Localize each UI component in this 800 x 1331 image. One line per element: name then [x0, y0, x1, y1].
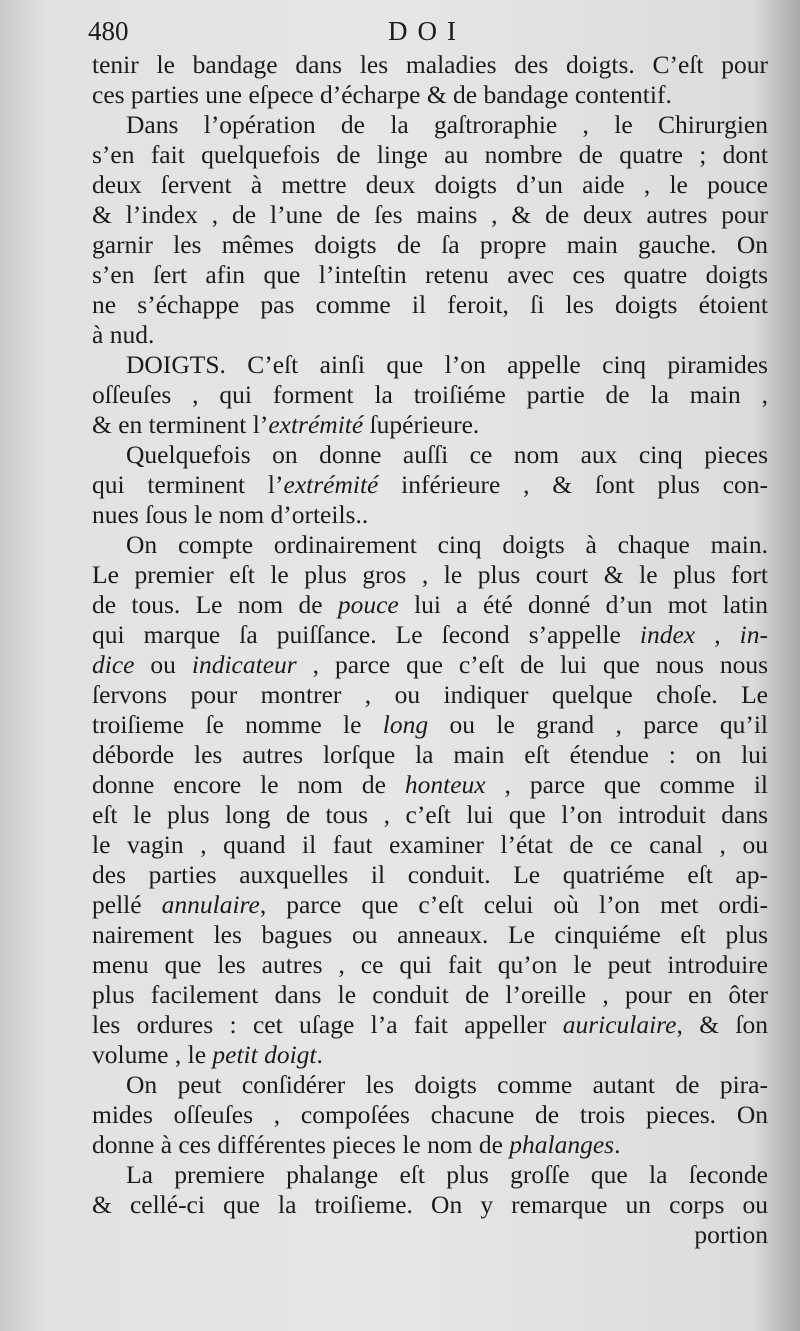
text-line: On peut conſidérer les doigts comme autant de pira-	[126, 1070, 768, 1099]
text-line: ne s’échappe pas comme il feroit, ſi les doigts étoient	[92, 290, 768, 319]
text-line: Le premier eſt le plus gros , le plus court & le plus fort	[92, 560, 768, 589]
text-line: deux ſervent à mettre deux doigts d’un aide , le pouce	[92, 170, 768, 199]
text-line: & en terminent l’extrémité ſupérieure.	[92, 410, 480, 439]
text-line: troiſieme ſe nomme le long ou le grand , parce qu’il	[92, 710, 768, 739]
text-line: qui terminent l’extrémité inférieure , & ſont plus con-	[92, 470, 768, 499]
text-line: nues ſous le nom d’orteils..	[92, 500, 369, 529]
catchword: portion	[694, 1220, 768, 1249]
text-line: donne encore le nom de honteux , parce que comme il	[92, 770, 768, 799]
text-line: Dans l’opération de la gaſtroraphie , le Chirurgien	[126, 110, 768, 139]
text-line: DOIGTS. C’eſt ainſi que l’on appelle cinq piramides	[126, 350, 768, 379]
text-line: nairement les bagues ou anneaux. Le cinquiéme eſt plus	[92, 920, 768, 949]
page-number: 480	[88, 16, 129, 46]
text-line: On compte ordinairement cinq doigts à chaque main.	[126, 530, 768, 559]
text-line: mides oſſeuſes , compoſées chacune de trois pieces. On	[92, 1100, 768, 1129]
text-line: s’en ſert afin que l’inteſtin retenu avec ces quatre doigts	[92, 260, 768, 289]
text-line: ſervons pour montrer , ou indiquer quelque choſe. Le	[92, 680, 768, 709]
page-header	[88, 16, 768, 52]
text-line: Quelquefois on donne auſſi ce nom aux cinq pieces	[126, 440, 768, 469]
running-head: DOI	[388, 16, 466, 46]
text-line: tenir le bandage dans les maladies des doigts. C’eſt pour	[92, 50, 768, 79]
text-line: donne à ces différentes pieces le nom de phalanges.	[92, 1130, 621, 1159]
text-line: garnir les mêmes doigts de ſa propre main gauche. On	[92, 230, 768, 259]
text-line: les ordures : cet uſage l’a fait appeller auriculaire, & ſon	[92, 1010, 768, 1039]
text-line: ces parties une eſpece d’écharpe & de bandage contentif.	[92, 80, 672, 109]
text-line: dice ou indicateur , parce que c’eſt de lui que nous nous	[92, 650, 769, 679]
text-line: oſſeuſes , qui forment la troiſiéme partie de la main ,	[92, 380, 768, 409]
text-line: pellé annulaire, parce que c’eſt celui où l’on met ordi-	[92, 890, 768, 919]
text-line: & l’index , de l’une de ſes mains , & de deux autres pour	[92, 200, 768, 229]
text-line: plus facilement dans le conduit de l’oreille , pour en ôter	[92, 980, 768, 1009]
body-text	[92, 50, 768, 1250]
text-line: volume , le petit doigt.	[92, 1040, 323, 1069]
text-line: eſt le plus long de tous , c’eſt lui que l’on introduit dans	[92, 800, 768, 829]
text-line: qui marque ſa puiſſance. Le ſecond s’appelle index , in-	[92, 620, 768, 649]
text-line: le vagin , quand il faut examiner l’état de ce canal , ou	[92, 830, 768, 859]
text-line: & cellé-ci que la troiſieme. On y remarque un corps ou	[92, 1190, 768, 1219]
text-line: menu que les autres , ce qui fait qu’on le peut introduire	[92, 950, 768, 979]
text-line: des parties auxquelles il conduit. Le quatriéme eſt ap-	[92, 860, 768, 889]
text-line: à nud.	[92, 320, 155, 349]
text-line: La premiere phalange eſt plus groſſe que la ſeconde	[126, 1160, 768, 1189]
text-line: déborde les autres lorſque la main eſt étendue : on lui	[92, 740, 768, 769]
text-line: s’en fait quelquefois de linge au nombre de quatre ; dont	[92, 140, 768, 169]
text-line: de tous. Le nom de pouce lui a été donné d’un mot latin	[92, 590, 769, 619]
